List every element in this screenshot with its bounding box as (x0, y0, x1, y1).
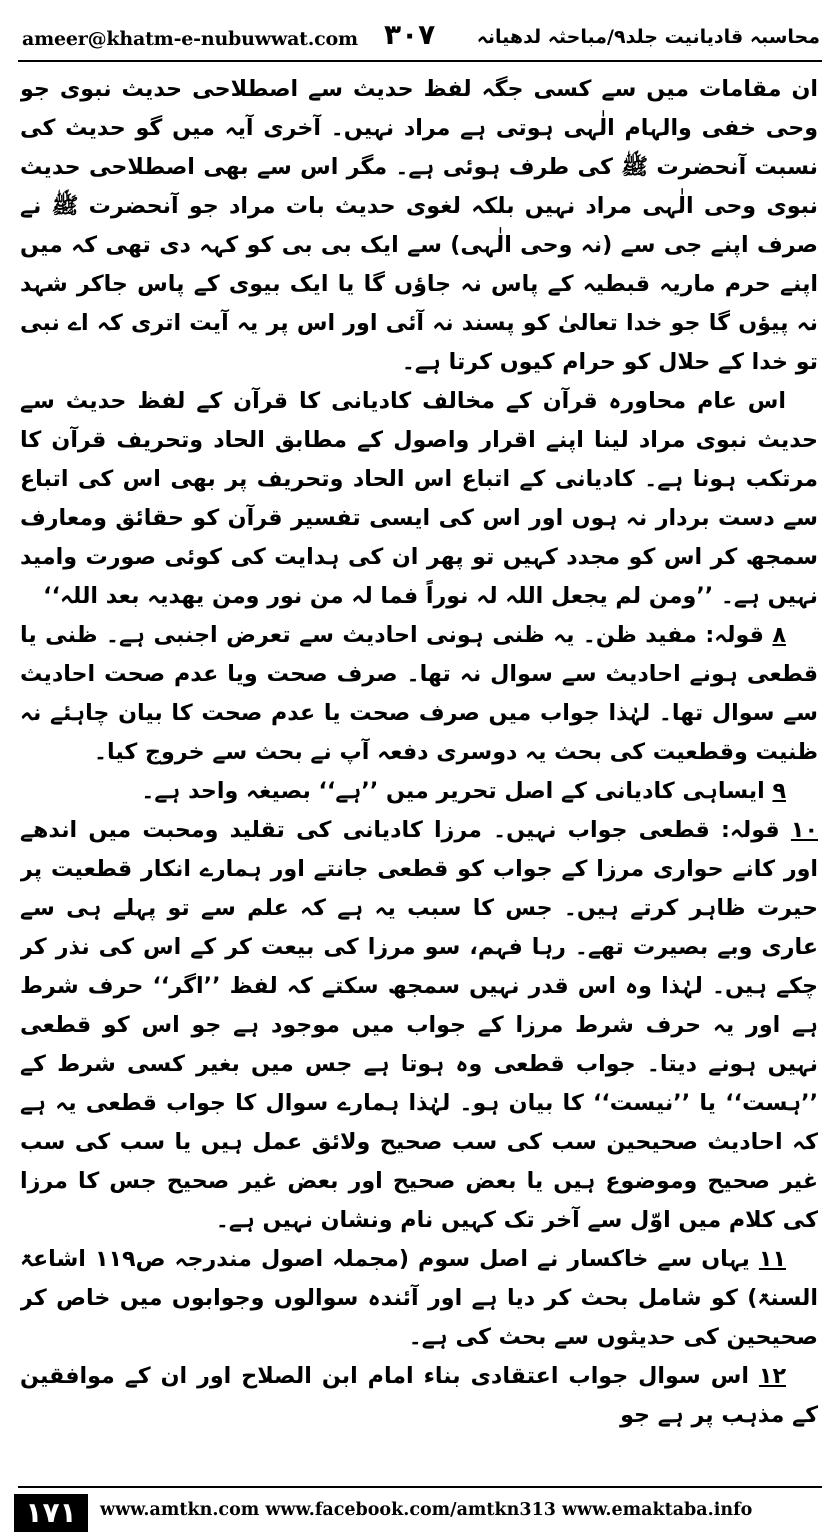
header-divider (18, 60, 822, 62)
paragraph-5: ۱۰ قولہ: قطعی جواب نہیں۔ مرزا کادیانی کی تقلید ومحبت میں اندھے اور کانے حواری مرزا کے جواب کو قطعی جانتے اور ہمارے انکار قطعیت پر حیرت ظاہر کرتے ہیں۔ جس کا سبب یہ ہے کہ علم سے تو پہلے ہی سے عاری وبے بصیرت تھے۔ رہا فہم، سو مرزا کی بیعت کر کے اس کی نذر کر چکے ہیں۔ لہٰذا وہ اس قدر نہیں سمجھ سکتے کہ لفظ ’’اگر‘‘ حرف شرط ہے اور یہ حرف شرط مرزا کے جواب میں موجود ہے جو اس کو قطعی نہیں ہونے دیتا۔ جواب قطعی وہ ہوتا ہے جس میں بغیر کسی شرط کے ’’ہست‘‘ یا ’’نیست‘‘ کا بیان ہو۔ لہٰذا ہمارے سوال کا جواب قطعی یہ ہے کہ احادیث صحیحین سب کی سب صحیح ولائق عمل ہیں یا سب کی سب غیر صحیح وموضوع ہیں یا بعض صحیح اور بعض غیر صحیح جس کا مرزا کی کلام میں اوّل سے آخر تک کہیں نام ونشان نہیں ہے۔ (20, 817, 818, 1233)
header-page-number: ۳۰۷ (384, 18, 436, 51)
footer-divider (18, 1486, 822, 1488)
footnote-number: ۹ (772, 778, 786, 804)
footer-folio-number: ۱۷۱ (14, 1494, 88, 1532)
footnote-number: ۱۲ (758, 1363, 786, 1389)
paragraph-4: ۹ ایساہی کادیانی کے اصل تحریر میں ’’ہے‘‘ بصیغہ واحد ہے۔ (141, 778, 786, 804)
body-text (20, 70, 818, 1478)
header-book-title: محاسبہ قادیانیت جلد۹/مباحثہ لدھیانہ (476, 26, 820, 48)
page-header (16, 14, 824, 58)
footer-urls: www.amtkn.com www.facebook.com/amtkn313 www.emaktaba.info (100, 1500, 753, 1520)
paragraph-2: اس عام محاورہ قرآن کے مخالف کادیانی کا قرآن کے لفظ حدیث سے حدیث نبوی مراد لینا اپنے اقرار واصول کے مطابق الحاد وتحریف قرآن کا مرتکب ہونا ہے۔ کادیانی کے اتباع اس الحاد وتحریف پر بھی اس کی اتباع سے دست بردار نہ ہوں اور اس کی ایسی تفسیر قرآن کو حقائق ومعارف سمجھ کر اس کو مجدد کہیں تو پھر ان کی ہدایت کی کوئی صورت وامید نہیں ہے۔ ’’ومن لم یجعل اللہ لہ نوراً فما لہ من نور ومن یھدیہ بعد اللہ‘‘ (20, 388, 818, 609)
footnote-number: ۸ (772, 622, 786, 648)
paragraph-3: ۸ قولہ: مفید ظن۔ یہ ظنی ہونی احادیث سے تعرض اجنبی ہے۔ ظنی یا قطعی ہونے احادیث سے سوال نہ تھا۔ صرف صحت ویا عدم صحت احادیث سے سوال تھا۔ لہٰذا جواب میں صرف صحت یا عدم صحت کا بیان چاہئے نہ ظنیت وقطعیت کی بحث یہ دوسری دفعہ آپ نے بحث سے خروج کیا۔ (20, 622, 818, 765)
paragraph-1: ان مقامات میں سے کسی جگہ لفظ حدیث سے اصطلاحی حدیث نبوی جو وحی خفی والہام الٰہی ہوتی ہے مراد نہیں۔ آخری آیہ میں گو حدیث کی نسبت آنحضرت ﷺ کی طرف ہوئی ہے۔ مگر اس سے بھی اصطلاحی حدیث نبوی وحی الٰہی مراد نہیں بلکہ لغوی حدیث بات مراد جو آنحضرت ﷺ نے صرف اپنے جی سے (نہ وحی الٰہی) سے ایک بی بی کو کہہ دی تھی کہ میں اپنے حرم ماریہ قبطیہ کے پاس نہ جاؤں گا یا ایک بیوی کے پاس جاکر شہد نہ پیؤں گا جو خدا تعالیٰ کو پسند نہ آئی اور اس پر یہ آیت اتری کہ اے نبی تو خدا کے حلال کو حرام کیوں کرتا ہے۔ (20, 76, 818, 375)
paragraph-6: ۱۱ یہاں سے خاکسار نے اصل سوم (مجملہ اصول مندرجہ ص۱۱۹ اشاعۃ السنۃ) کو شامل بحث کر دیا ہے اور آئندہ سوالوں وجوابوں میں خاص کر صحیحین کی حدیثوں سے بحث کی ہے۔ (20, 1246, 818, 1350)
header-email: ameer@khatm-e-nubuwwat.com (22, 28, 358, 50)
paragraph-7: ۱۲ اس سوال جواب اعتقادی بناء امام ابن الصلاح اور ان کے موافقین کے مذہب پر ہے جو (20, 1363, 818, 1428)
footnote-number: ۱۰ (790, 817, 818, 843)
footnote-number: ۱۱ (758, 1246, 786, 1272)
